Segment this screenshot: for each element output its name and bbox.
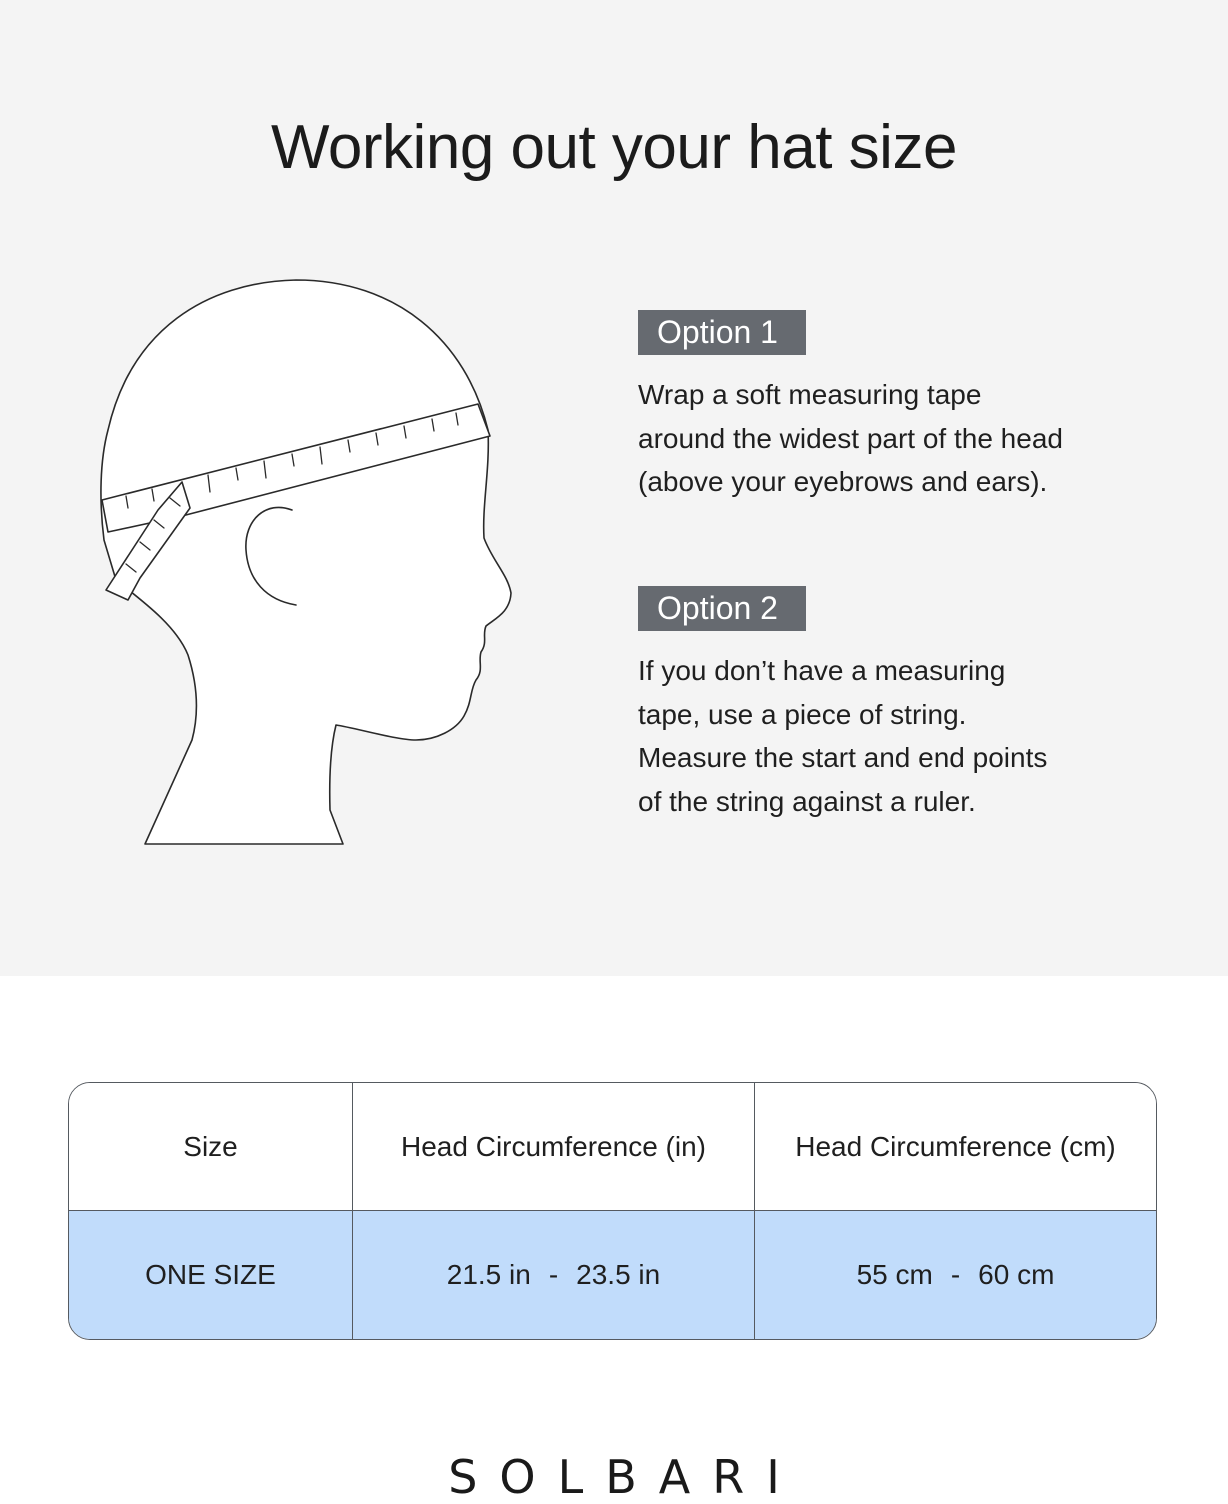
option-2-line: of the string against a ruler. [638,785,976,817]
brand-logo: SOLBARI [448,1450,802,1504]
header-circumference-cm: Head Circumference (cm) [755,1083,1156,1211]
option-2-badge: Option 2 [638,586,806,631]
range-separator: - [548,1259,559,1290]
option-1-badge: Option 1 [638,310,806,355]
page-title: Working out your hat size [271,113,957,182]
option-1-line: (above your eyebrows and ears). [638,466,1048,497]
cell-range-in [353,1211,755,1339]
head-outline [101,280,511,844]
cell-range-cm [755,1211,1156,1339]
option-1-line: around the widest part of the head [638,422,1063,454]
option-2-line: Measure the start and end points [638,742,1048,773]
option-2-text [638,649,1198,823]
option-2-block [638,586,1198,823]
range-separator: - [950,1259,961,1290]
range-cm-min: 55 cm [856,1259,933,1290]
head-measuring-illustration [96,270,526,860]
cell-size-value: ONE SIZE [69,1211,353,1339]
option-1-block [638,310,1198,504]
option-1-line: Wrap a soft measuring tape [638,379,982,410]
header-circumference-in: Head Circumference (in) [353,1083,755,1211]
header-size: Size [69,1083,353,1211]
range-cm-max: 60 cm [978,1259,1055,1290]
range-in-max: 23.5 in [576,1259,661,1290]
size-table [68,1082,1157,1340]
option-2-line: If you don’t have a measuring [638,655,1006,686]
option-2-line: tape, use a piece of string. [638,698,967,730]
range-in-min: 21.5 in [446,1259,531,1290]
option-1-text [638,373,1198,504]
